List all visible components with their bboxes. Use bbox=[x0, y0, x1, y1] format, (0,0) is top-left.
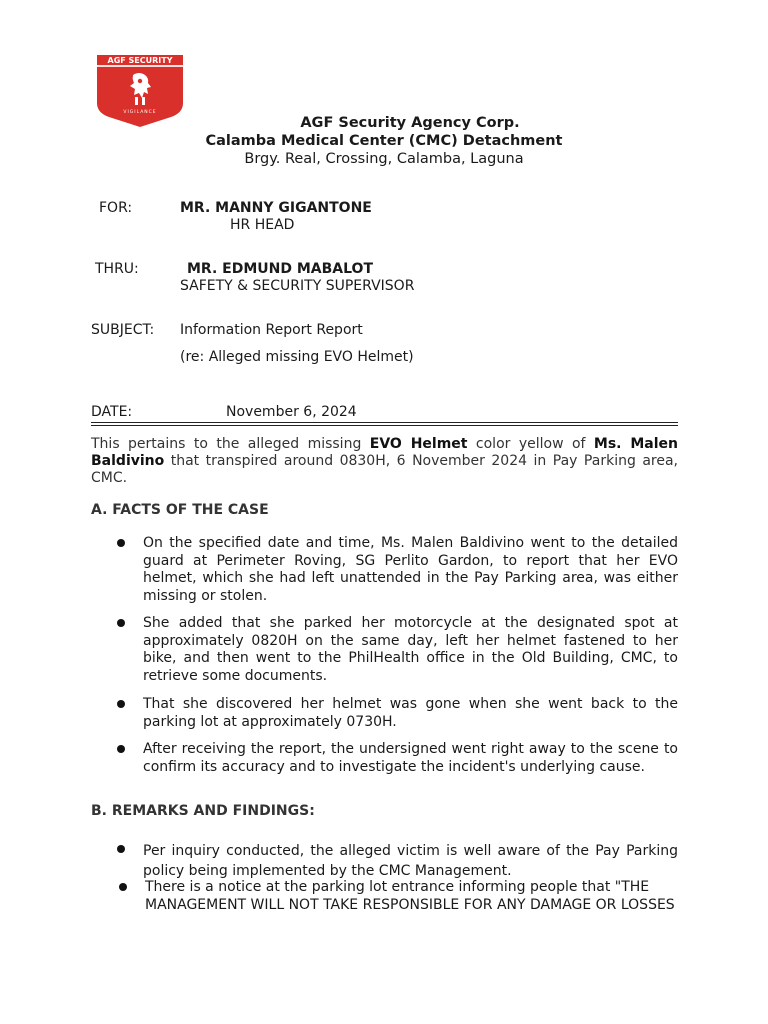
intro-text-2: color yellow of bbox=[467, 436, 594, 452]
bullet-dot bbox=[117, 619, 125, 627]
section-b-title: B. REMARKS AND FINDINGS: bbox=[91, 803, 315, 819]
bullet-dot bbox=[117, 845, 125, 853]
date-value: November 6, 2024 bbox=[226, 404, 357, 420]
section-a-title: A. FACTS OF THE CASE bbox=[91, 502, 269, 518]
for-title: HR HEAD bbox=[230, 217, 295, 233]
intro-victim: Ms. Malen Baldivino bbox=[91, 436, 678, 469]
logo-bottom-text: VIGILANCE bbox=[123, 110, 157, 115]
logo-top-text: AGF SECURITY bbox=[107, 56, 173, 65]
list-item: Per inquiry conducted, the alleged victim is well aware of the Pay Parking policy being implemented by the CMC Management. bbox=[143, 843, 678, 879]
bullet-dot bbox=[117, 745, 125, 753]
intro-paragraph bbox=[91, 436, 678, 487]
subject-label: SUBJECT: bbox=[91, 322, 155, 338]
divider-bottom bbox=[91, 425, 678, 426]
bullet-dot bbox=[119, 883, 127, 891]
list-item: That she discovered her helmet was gone when she went back to the parking lot at approximately 0730H. bbox=[143, 696, 678, 730]
address: Brgy. Real, Crossing, Calamba, Laguna bbox=[244, 151, 524, 167]
for-label: FOR: bbox=[99, 200, 133, 216]
company-name: AGF Security Agency Corp. bbox=[300, 115, 520, 131]
bullet-dot bbox=[117, 539, 125, 547]
intro-text-1: This pertains to the alleged missing bbox=[91, 436, 370, 452]
list-item: After receiving the report, the undersigned went right away to the scene to confirm its accuracy and to investigate the incident's underlying cause. bbox=[143, 741, 678, 775]
intro-helmet: EVO Helmet bbox=[369, 436, 468, 452]
thru-label: THRU: bbox=[95, 261, 139, 277]
date-label: DATE: bbox=[91, 404, 133, 420]
list-item: She added that she parked her motorcycle at the designated spot at approximately 0820H on the same day, left her helmet fastened to her bike, and then went to the PhilHealth office in the Old Building, CMC, to retrieve some documents. bbox=[143, 615, 678, 684]
subject-line-2: (re: Alleged missing EVO Helmet) bbox=[180, 349, 414, 365]
thru-name: MR. EDMUND MABALOT bbox=[187, 261, 374, 277]
for-name: MR. MANNY GIGANTONE bbox=[180, 200, 372, 216]
subject-line-1: Information Report Report bbox=[180, 322, 363, 338]
list-item: On the specified date and time, Ms. Malen Baldivino went to the detailed guard at Perimeter Roving, SG Perlito Gardon, to report that her EVO helmet, which she had left unattended in the Pay Parking area, was either missing or stolen. bbox=[143, 535, 678, 604]
bullet-dot bbox=[117, 700, 125, 708]
list-item: There is a notice at the parking lot entrance informing people that "THE MANAGEMENT WILL NOT TAKE RESPONSIBLE FOR ANY DAMAGE OR LOSSES bbox=[145, 879, 675, 913]
intro-text-3: that transpired around 0830H, 6 November 2024 in Pay Parking area, CMC. bbox=[91, 453, 678, 486]
divider-top bbox=[91, 422, 678, 423]
thru-title: SAFETY & SECURITY SUPERVISOR bbox=[180, 278, 415, 294]
detachment-name: Calamba Medical Center (CMC) Detachment bbox=[205, 133, 563, 149]
